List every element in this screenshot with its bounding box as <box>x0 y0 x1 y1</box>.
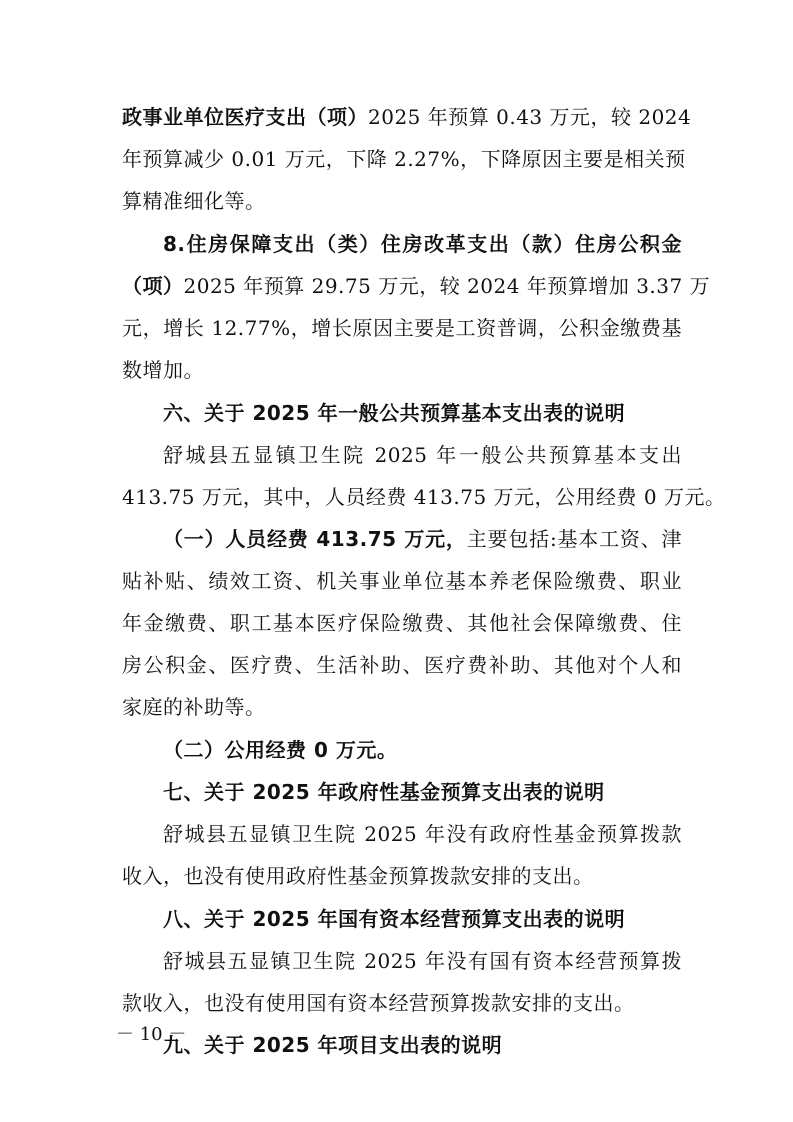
paragraph-line: 贴补贴、绩效工资、机关事业单位基本养老保险缴费、职业 <box>122 569 682 593</box>
paragraph-line <box>122 272 711 300</box>
paragraph-line: 舒城县五显镇卫生院 2025 年没有政府性基金预算拨款 <box>163 822 682 846</box>
paragraph-line: 收入，也没有使用政府性基金预算拨款安排的支出。 <box>122 864 594 888</box>
page-number: － 10 － <box>116 1024 187 1045</box>
section-heading: 8.住房保障支出（类）住房改革支出（款）住房公积金 <box>163 232 682 256</box>
section-heading: 八、关于 2025 年国有资本经营预算支出表的说明 <box>163 907 626 931</box>
paragraph-line: 家庭的补助等。 <box>122 695 266 719</box>
bold-label: 政事业单位医疗支出（项） <box>122 105 368 129</box>
paragraph-line: 舒城县五显镇卫生院 2025 年一般公共预算基本支出 <box>163 443 682 467</box>
section-heading: （二）公用经费 0 万元。 <box>163 738 398 762</box>
paragraph-line <box>122 103 692 131</box>
paragraph-line: 年金缴费、职工基本医疗保险缴费、其他社会保障缴费、住 <box>122 611 682 635</box>
bold-label: （项） <box>122 274 184 298</box>
line-text: 主要包括:基本工资、津 <box>466 527 682 551</box>
paragraph-line: 舒城县五显镇卫生院 2025 年没有国有资本经营预算拨 <box>163 949 682 973</box>
paragraph-line: 413.75 万元，其中，人员经费 413.75 万元，公用经费 0 万元。 <box>122 485 726 509</box>
paragraph-line: 款收入，也没有使用国有资本经营预算拨款安排的支出。 <box>122 991 635 1015</box>
paragraph-line: 元，增长 12.77%，增长原因主要是工资普调，公积金缴费基 <box>122 316 682 340</box>
paragraph-line: 房公积金、医疗费、生活补助、医疗费补助、其他对个人和 <box>122 653 682 677</box>
line-text: 2025 年预算 29.75 万元，较 2024 年预算增加 3.37 万 <box>183 274 711 298</box>
paragraph-line <box>163 525 682 553</box>
bold-label: （一）人员经费 413.75 万元， <box>163 527 467 551</box>
section-heading: 七、关于 2025 年政府性基金预算支出表的说明 <box>163 780 605 804</box>
section-heading: 六、关于 2025 年一般公共预算基本支出表的说明 <box>163 401 626 425</box>
paragraph-line: 数增加。 <box>122 358 204 382</box>
paragraph-line: 算精准细化等。 <box>122 189 266 213</box>
line-text: 2025 年预算 0.43 万元，较 2024 <box>368 105 692 129</box>
section-heading: 九、关于 2025 年项目支出表的说明 <box>163 1033 503 1057</box>
paragraph-line: 年预算减少 0.01 万元，下降 2.27%，下降原因主要是相关预 <box>122 147 686 171</box>
